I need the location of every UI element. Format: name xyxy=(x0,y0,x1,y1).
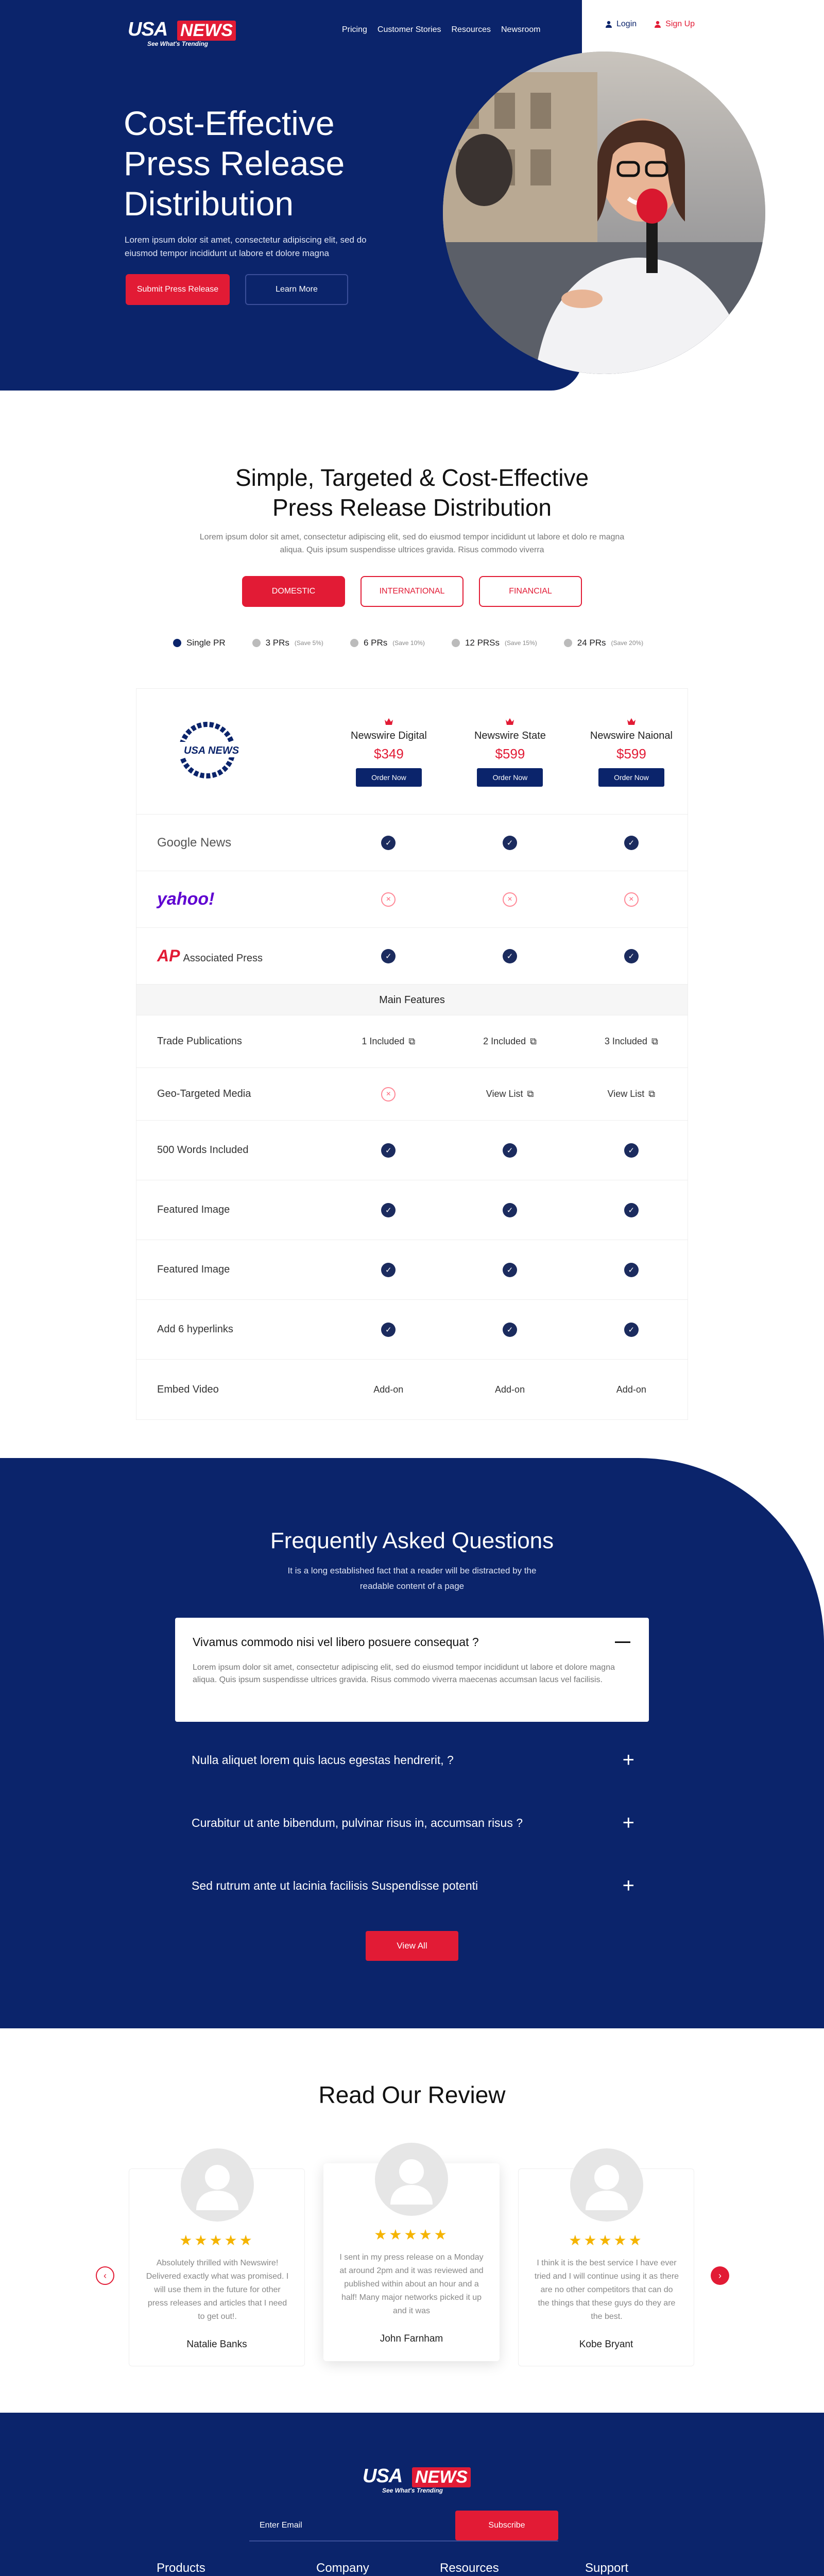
tab-financial[interactable]: FINANCIAL xyxy=(479,576,582,607)
cross-icon: × xyxy=(381,1087,396,1101)
pr-quantity-options xyxy=(173,638,643,648)
option-label: 12 PRSs xyxy=(465,638,500,648)
signup-label: Sign Up xyxy=(665,20,695,28)
feature-row-500-words xyxy=(136,1121,688,1180)
option-label: 3 PRs xyxy=(265,638,289,648)
plus-icon[interactable]: + xyxy=(622,1811,634,1834)
nav-item-newsroom[interactable]: Newsroom xyxy=(501,25,541,34)
tab-international[interactable]: INTERNATIONAL xyxy=(360,576,464,607)
learn-more-button[interactable]: Learn More xyxy=(245,274,348,305)
pricing-table xyxy=(136,688,688,1420)
badge-text: USA NEWS xyxy=(184,744,239,756)
avatar xyxy=(570,2148,643,2222)
review-card xyxy=(129,2168,305,2366)
newsletter-form xyxy=(249,2511,558,2541)
faq-item-open[interactable] xyxy=(175,1618,649,1722)
plan-price: $349 xyxy=(374,745,404,761)
feature-row-embed-video xyxy=(136,1360,688,1419)
review-text: I think it is the best service I have ever tried and I will continue using it as there are no other competitors that can do the things that these guys do they are the best. xyxy=(534,2259,679,2321)
faq-item[interactable] xyxy=(192,1874,634,1897)
option-label: 24 PRs xyxy=(577,638,606,648)
footer-column-support xyxy=(585,2561,651,2576)
view-all-button[interactable]: View All xyxy=(366,1931,458,1961)
next-arrow-icon[interactable]: › xyxy=(711,2266,729,2285)
footer-column-company xyxy=(316,2561,376,2576)
hero-title: Cost-Effective Press Release Distribution xyxy=(124,104,345,223)
prev-arrow-icon[interactable]: ‹ xyxy=(96,2266,114,2285)
review-text: Absolutely thrilled with Newswire! Delivered exactly what was promised. I will use them in the future for other press releases and articles that I need to get out!. xyxy=(146,2259,289,2321)
view-list-label: View List xyxy=(607,1089,645,1099)
included-link[interactable] xyxy=(444,1036,575,1047)
faq-question: Curabitur ut ante bibendum, pulvinar risus in, accumsan risus ? xyxy=(192,1816,523,1829)
radio-icon xyxy=(564,639,572,647)
view-list-link[interactable] xyxy=(575,1089,688,1099)
pricing-section xyxy=(0,391,824,1458)
reviewer-name: Kobe Bryant xyxy=(579,2339,633,2350)
star-rating: ★★★★★ xyxy=(179,2232,254,2248)
reviews-title: Read Our Review xyxy=(318,2081,506,2108)
check-icon: ✓ xyxy=(503,836,517,850)
logo-news: NEWS xyxy=(412,2467,471,2487)
option-save: (Save 10%) xyxy=(392,639,425,647)
feature-row-geo-targeted-media xyxy=(136,1068,688,1121)
faq-question: Nulla aliquet lorem quis lacus egestas hendrerit, ? xyxy=(192,1753,454,1767)
footer-column-title: Company xyxy=(316,2561,369,2575)
tab-domestic[interactable]: DOMESTIC xyxy=(242,576,345,607)
check-icon: ✓ xyxy=(381,1263,396,1277)
faq-item[interactable] xyxy=(192,1749,634,1772)
order-now-button[interactable]: Order Now xyxy=(356,768,422,787)
included-count: 1 Included xyxy=(362,1036,405,1046)
plus-icon[interactable]: + xyxy=(622,1749,634,1771)
check-icon: ✓ xyxy=(624,1323,639,1337)
feature-label: Featured Image xyxy=(157,1204,230,1215)
crown-icon xyxy=(626,717,637,726)
logo-tagline: See What's Trending xyxy=(147,40,208,47)
check-icon: ✓ xyxy=(503,1263,517,1277)
reviewer-name: Natalie Banks xyxy=(186,2339,247,2350)
faq-lead: It is a long established fact that a reader will be distracted by the readable content of a page xyxy=(287,1566,537,1591)
order-now-button[interactable]: Order Now xyxy=(477,768,543,787)
signup-link[interactable] xyxy=(654,20,695,29)
option-label: 6 PRs xyxy=(363,638,388,648)
check-icon: ✓ xyxy=(624,1263,639,1277)
external-link-icon: ⧉ xyxy=(530,1036,537,1046)
external-link-icon: ⧉ xyxy=(527,1089,534,1099)
category-tabs xyxy=(242,576,582,607)
option-6-prs[interactable] xyxy=(350,638,425,648)
star-rating: ★★★★★ xyxy=(569,2232,644,2248)
faq-question: Sed rutrum ante ut lacinia facilisis Suspendisse potenti xyxy=(192,1879,478,1892)
feature-label: Add 6 hyperlinks xyxy=(157,1324,233,1335)
view-list-link[interactable] xyxy=(444,1089,575,1099)
associated-press-label: Associated Press xyxy=(183,953,263,964)
subscribe-button[interactable]: Subscribe xyxy=(455,2511,558,2540)
login-label: Login xyxy=(616,20,637,28)
main-features-heading: Main Features xyxy=(136,985,688,1015)
brand-logo[interactable] xyxy=(128,19,231,49)
check-icon: ✓ xyxy=(503,1323,517,1337)
faq-question: Vivamus commodo nisi vel libero posuere consequat ? xyxy=(193,1635,479,1649)
plan-name: Newswire Digital xyxy=(351,730,427,741)
feature-row-featured-image xyxy=(136,1180,688,1240)
hero-reporter-photo xyxy=(443,52,765,374)
feature-row-trade-publications xyxy=(136,1015,688,1068)
avatar xyxy=(375,2143,448,2216)
google-news-logo xyxy=(136,836,332,850)
nav-item-resources[interactable]: Resources xyxy=(451,25,491,34)
check-icon: ✓ xyxy=(624,1143,639,1158)
associated-press-logo xyxy=(136,946,332,965)
nav-item-customer-stories[interactable]: Customer Stories xyxy=(377,25,441,34)
crown-icon xyxy=(384,717,394,726)
check-icon: ✓ xyxy=(381,836,396,850)
outlet-row-associated-press xyxy=(136,928,688,985)
radio-icon xyxy=(452,639,460,647)
pricing-lead: Lorem ipsum dolor sit amet, consectetur adipiscing elit, sed do eiusmod tempor incididunt ut labore et dolo re magna aliqua. Quis ipsum suspendisse ultrices gravida. Risus commodo viverra xyxy=(199,533,625,554)
feature-label: Embed Video xyxy=(157,1383,219,1395)
faq-section xyxy=(0,1458,824,2028)
option-label: Single PR xyxy=(186,638,226,648)
option-single-pr[interactable] xyxy=(173,638,226,648)
option-12-prs[interactable] xyxy=(452,638,537,648)
review-card xyxy=(518,2168,694,2366)
logo-news: NEWS xyxy=(177,21,236,41)
included-count: 3 Included xyxy=(604,1036,647,1046)
option-save: (Save 20%) xyxy=(611,639,644,647)
footer-column-products xyxy=(157,2561,271,2576)
radio-icon xyxy=(252,639,261,647)
yahoo-logo xyxy=(136,889,332,909)
included-count: 2 Included xyxy=(483,1036,526,1046)
check-icon: ✓ xyxy=(503,1203,517,1217)
plan-newswire-national xyxy=(575,717,688,787)
cross-icon: × xyxy=(624,892,639,907)
check-icon: ✓ xyxy=(381,1323,396,1337)
reviews-section xyxy=(0,2028,824,2413)
user-icon xyxy=(605,21,612,28)
faq-title: Frequently Asked Questions xyxy=(270,1528,554,1553)
footer-logo[interactable] xyxy=(363,2465,466,2496)
check-icon: ✓ xyxy=(381,949,396,963)
feature-label: Geo-Targeted Media xyxy=(157,1088,251,1099)
footer-column-resources xyxy=(440,2561,544,2576)
external-link-icon: ⧉ xyxy=(648,1089,656,1099)
user-plus-icon xyxy=(654,21,661,28)
plan-newswire-state xyxy=(445,717,575,787)
external-link-icon: ⧉ xyxy=(408,1036,416,1046)
add-on-label: Add-on xyxy=(495,1384,525,1395)
included-link[interactable] xyxy=(575,1036,688,1047)
login-link[interactable] xyxy=(605,20,637,29)
option-save: (Save 5%) xyxy=(294,639,323,647)
outlet-row-yahoo xyxy=(136,871,688,928)
main-nav xyxy=(342,25,540,35)
plan-price: $599 xyxy=(616,745,646,761)
hero-subtitle: Lorem ipsum dolor sit amet, consectetur adipiscing elit, sed do eiusmod tempor incididunt ut labore et dolore magna xyxy=(125,235,367,258)
faq-item[interactable] xyxy=(192,1811,634,1835)
check-icon: ✓ xyxy=(503,949,517,963)
plan-name: Newswire Naional xyxy=(590,730,673,741)
feature-label: 500 Words Included xyxy=(157,1144,249,1156)
pricing-title: Simple, Targeted & Cost-Effective Press Release Distribution xyxy=(235,464,589,521)
radio-selected-icon xyxy=(173,639,181,647)
order-now-button[interactable]: Order Now xyxy=(598,768,664,787)
plus-icon[interactable]: + xyxy=(622,1874,634,1897)
reviewer-name: John Farnham xyxy=(380,2333,443,2344)
auth-links xyxy=(605,20,695,29)
check-icon: ✓ xyxy=(624,1203,639,1217)
review-card xyxy=(323,2163,500,2361)
plan-name: Newswire State xyxy=(474,730,546,741)
option-save: (Save 15%) xyxy=(505,639,537,647)
external-link-icon: ⧉ xyxy=(651,1036,658,1046)
footer-column-title: Support xyxy=(585,2561,629,2575)
plan-newswire-digital xyxy=(333,717,445,787)
check-icon: ✓ xyxy=(503,1143,517,1158)
check-icon: ✓ xyxy=(381,1203,396,1217)
crown-icon xyxy=(505,717,515,726)
review-text: I sent in my press release on a Monday at around 2pm and it was reviewed and published within about an hour and a half! Many major networks picked it up and it was xyxy=(339,2253,484,2315)
feature-row-featured-image-2 xyxy=(136,1240,688,1300)
plans-header-row xyxy=(136,689,688,815)
minus-icon[interactable] xyxy=(615,1641,630,1643)
nav-item-pricing[interactable]: Pricing xyxy=(342,25,367,34)
site-footer xyxy=(0,2413,824,2576)
feature-label: Featured Image xyxy=(157,1264,230,1275)
radio-icon xyxy=(350,639,358,647)
included-link[interactable] xyxy=(332,1036,444,1047)
cross-icon: × xyxy=(503,892,517,907)
check-icon: ✓ xyxy=(624,836,639,850)
logo-usa: USA xyxy=(128,19,168,40)
google-news-label: Google News xyxy=(157,835,232,850)
logo-usa: USA xyxy=(363,2465,403,2487)
add-on-label: Add-on xyxy=(373,1384,404,1395)
check-icon: ✓ xyxy=(624,949,639,963)
cross-icon: × xyxy=(381,892,396,907)
hero-section xyxy=(0,0,824,391)
submit-press-release-button[interactable]: Submit Press Release xyxy=(126,274,230,305)
logo-tagline: See What's Trending xyxy=(382,2487,443,2494)
email-input[interactable] xyxy=(260,2511,445,2540)
faq-answer: Lorem ipsum dolor sit amet, consectetur adipiscing elit, sed do eiusmod tempor incididunt ut labore et dolore magna aliqua. Quis ipsum suspendisse ultrices gravida. Risus commodo viverra maecenas accumsan lacus vel facilisis. xyxy=(193,1663,615,1684)
plan-price: $599 xyxy=(495,745,525,761)
avatar xyxy=(181,2148,254,2222)
check-icon: ✓ xyxy=(381,1143,396,1158)
option-24-prs[interactable] xyxy=(564,638,643,648)
option-3-prs[interactable] xyxy=(252,638,323,648)
feature-row-hyperlinks xyxy=(136,1300,688,1360)
view-list-label: View List xyxy=(486,1089,523,1099)
outlet-row-google-news xyxy=(136,815,688,871)
usa-news-badge xyxy=(136,719,333,784)
footer-column-title: Products xyxy=(157,2561,205,2575)
ap-mark: AP xyxy=(157,946,180,965)
star-rating: ★★★★★ xyxy=(374,2227,449,2243)
footer-column-title: Resources xyxy=(440,2561,499,2575)
feature-label: Trade Publications xyxy=(157,1036,242,1047)
add-on-label: Add-on xyxy=(616,1384,646,1395)
yahoo-label: yahoo! xyxy=(157,889,215,909)
